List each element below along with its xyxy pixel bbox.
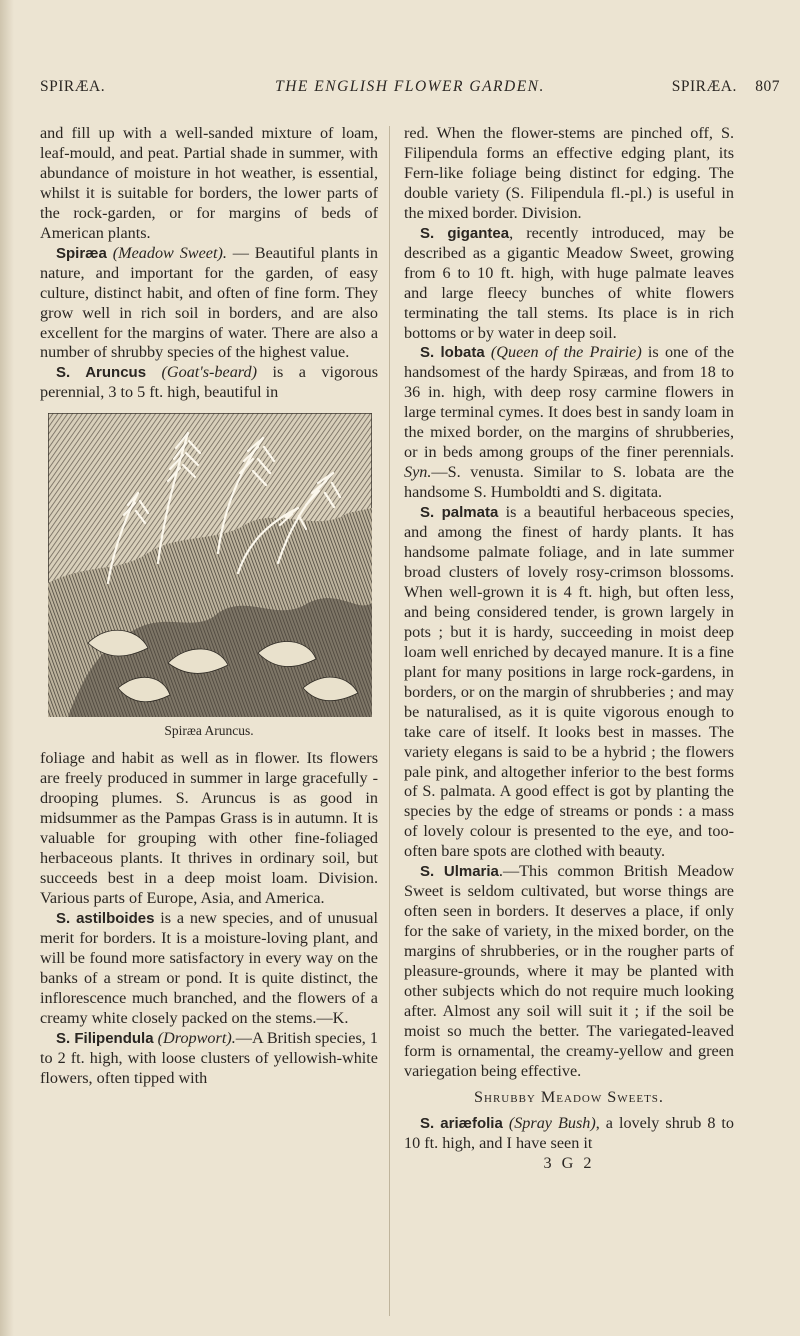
entry-text: , a lovely shrub 8 to 10 ft. high, and I have seen it <box>404 1113 735 1152</box>
entry-name: S. lobata <box>420 344 485 362</box>
left-column <box>40 124 378 1089</box>
section-subheading: Shrubby Meadow Sweets. <box>474 1087 664 1106</box>
entry-spiraea <box>40 244 378 364</box>
entry-ariaefolia <box>404 1114 734 1154</box>
entry-name: S. Filipendula <box>56 1029 154 1047</box>
entry-text: — Beautiful plants in nature, and important for the garden, of easy culture, distinct habit, and often of fine form. They grow well in rich soil in borders, and are also excellent for the margins of water. There are also a number of shrubby species of the highest value. <box>40 243 378 362</box>
engraving-illustration <box>48 413 372 717</box>
header-page-number: SPIRÆA. 807 <box>671 78 780 95</box>
right-column <box>404 124 734 1174</box>
entry-name: S. Ulmaria <box>420 863 499 881</box>
column-divider <box>389 126 390 1316</box>
entry-common-name: (Spray Bush) <box>508 1113 596 1132</box>
entry-name: Spiræa <box>56 244 107 262</box>
entry-name: S. ariæfolia <box>420 1114 503 1132</box>
paragraph-filipendula-continued: red. When the flower-stems are pinched off, S. Filipendula forms an effective edging plant, its Fern-like foliage being distinct for edging. The double variety (S. Filipendula fl.-pl.) is useful in the mixed border. Division. <box>404 124 734 222</box>
header-title: THE ENGLISH FLOWER GARDEN. <box>275 78 545 95</box>
entry-ulmaria <box>404 862 734 1081</box>
entry-name: S. gigantea <box>420 224 510 242</box>
entry-common-name: (Goat's-beard) <box>161 363 257 382</box>
entry-aruncus <box>40 363 378 403</box>
entry-name: S. Aruncus <box>56 364 147 382</box>
figure-spiraea-aruncus <box>48 413 372 717</box>
entry-name: S. astilboides <box>56 909 155 927</box>
running-header <box>40 78 780 102</box>
paragraph-intro: and fill up with a well-sanded mixture of loam, leaf-mould, and peat. Partial shade in summer, with abundance of moisture in hot weather, is essential, whilst it is suitable for borders, the lower parts of the rock-garden, or for margins of beds of American plants. <box>40 124 378 242</box>
entry-text: .—This common British Meadow Sweet is seldom cultivated, but worse things are often seen in borders. It deserves a place, if only for the sake of variety, in the mixed border, on the margins of shrubberies, or in the rougher parts of pleasure-grounds, where it may be planted with other subjects which do not require much looking after. Almost any soil will suit it ; if the soil be moist so much the better. The variegated-leaved form is ornamental, the creamy-yellow and green variegation being effective. <box>404 862 735 1080</box>
entry-astilboides <box>40 909 378 1029</box>
entry-text: is a beautiful herbaceous species, and among the finest of hardy plants. It has handsome palmate foliage, and in late summer broad clusters of lovely rosy-crimson blossoms. When well-grown it is 4 ft. high, but often less, and being considered tender, is grown largely in pots ; but it is hardy, succeeding in moist deep loam well enriched by decayed manure. It is a fine plant for many positions in large rock-gardens, in borders, or on the margin of shrubberies ; and may be naturalised, as it is quite vigorous enough to take care of itself. It looks best in masses. The variety elegans is said to be a hybrid ; the flowers pale pink, and altogether inferior to the best forms of S. palmata. A good effect is got by planting the species by the edge of streams or ponds : a mass of lovely colour is presented to the eye, and too-often bare spots are clothed with beauty. <box>404 503 734 861</box>
entry-gigantea <box>404 224 734 344</box>
page-binding-edge <box>0 0 14 1336</box>
header-left: SPIRÆA. <box>40 78 106 95</box>
entry-name: S. palmata <box>420 504 499 522</box>
entry-text: is a new species, and of unusual merit for borders. It is a moisture-loving plant, and will be found more satisfactory in every way on the banks of a stream or pond. It is quite distinct, the inflorescence much branched, and the flowers of a creamy white closely packed on the stems.—K. <box>40 908 378 1027</box>
entry-common-name: (Dropwort). <box>157 1028 236 1047</box>
figure-caption: Spiræa Aruncus. <box>164 723 254 739</box>
entry-common-name: (Meadow Sweet). <box>112 243 227 262</box>
synonym-label: Syn. <box>404 463 432 482</box>
entry-text: —S. venusta. Similar to S. lobata are the handsome S. Humboldti and S. digitata. <box>404 463 734 502</box>
entry-text: is one of the handsomest of the hardy Spiræas, and from 18 to 36 in. high, with deep rosy carmine flowers in large terminal cymes. It does best in sandy loam in the mixed border, on the margins of shrubberies, or in beds among groups of the finer perennials. <box>404 343 735 462</box>
paragraph-aruncus-continued: foliage and habit as well as in flower. Its flowers are freely produced in summer in large gracefully - drooping plumes. S. Aruncus is as good in midsummer as the Pampas Grass is in autumn. It is valuable for grouping with other fine-foliaged herbaceous plants. It thrives in ordinary soil, but succeeds best in a deep moist loam. Division. Various parts of Europe, Asia, and America. <box>40 749 378 907</box>
entry-text: —A British species, 1 to 2 ft. high, with loose clusters of yellowish-white flowers, often tipped with <box>40 1028 378 1087</box>
signature-mark: 3 G 2 <box>543 1153 595 1172</box>
entry-filipendula <box>40 1029 378 1089</box>
entry-text: , recently introduced, may be described as a gigantic Meadow Sweet, growing from 6 to 10 ft. high, with huge palmate leaves and large fleecy bunches of white flowers terminating the tall stems. Its place is in rich bottoms or by water in deep soil. <box>404 223 734 342</box>
entry-palmata <box>404 503 734 862</box>
entry-lobata <box>404 343 734 503</box>
entry-text: is a vigorous perennial, 3 to 5 ft. high, beautiful in <box>40 363 379 402</box>
entry-common-name: (Queen of the Prairie) <box>490 343 642 362</box>
